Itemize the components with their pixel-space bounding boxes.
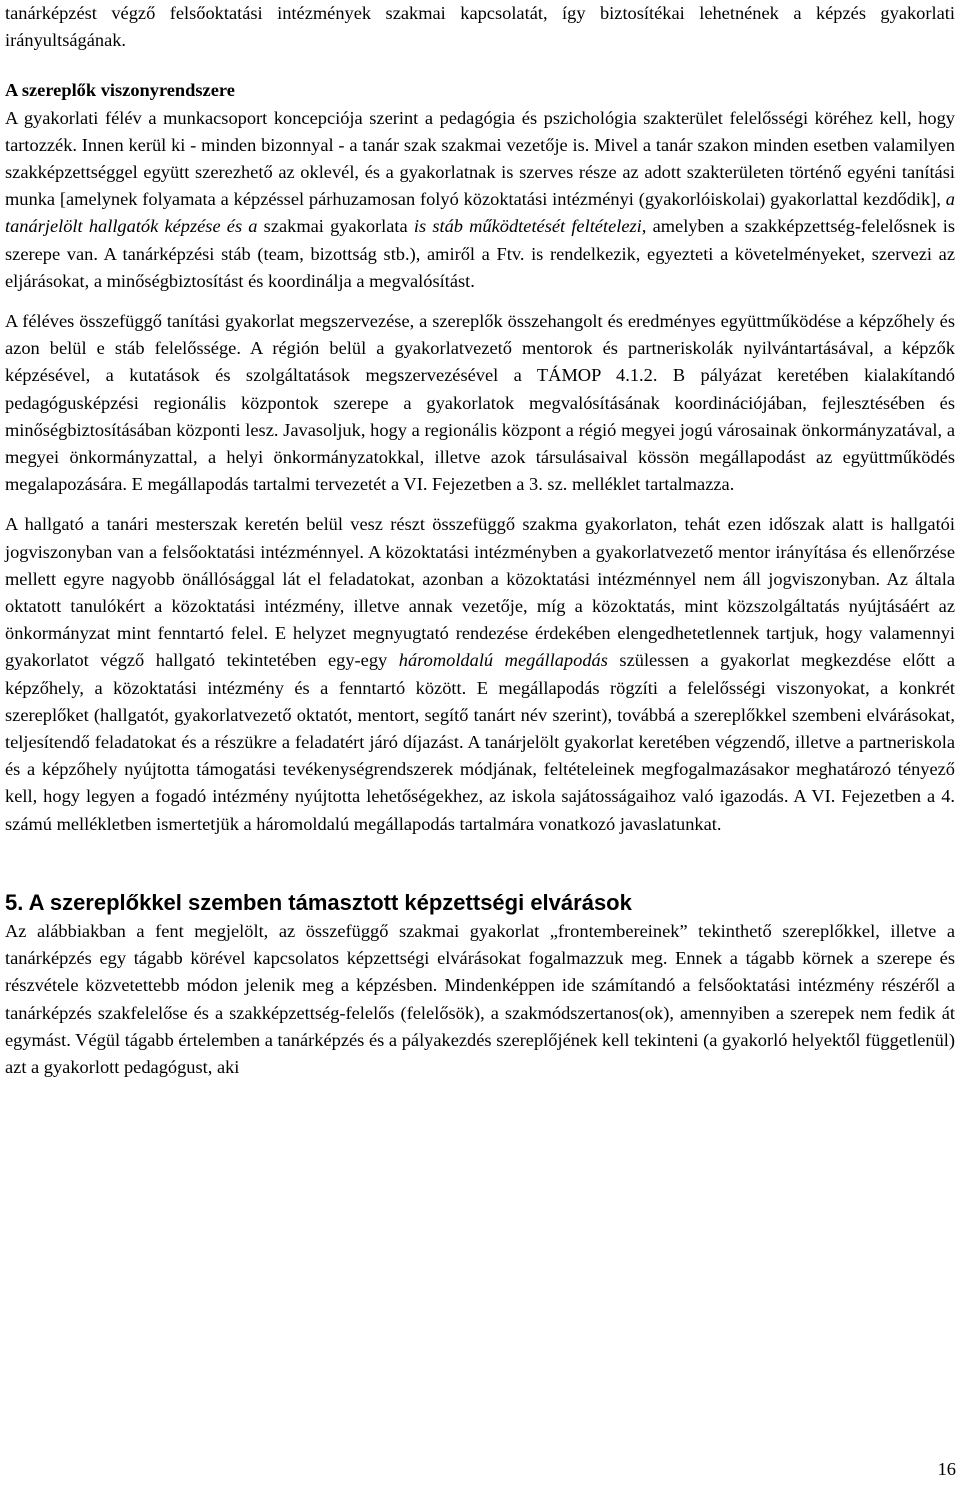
- document-page: [5, 0, 955, 1081]
- paragraph-text: , amelyben a szakképzettség-felelősnek is szerepe van. A tanárképzési stáb (team, bizottság stb.), amiről a Ftv. is rendelkezik, egyezteti a követelményeket, szervezi az eljárásokat, a minőségbiztosítást és koordinálja a megvalósítást.: [5, 216, 955, 291]
- chapter-heading: 5. A szereplőkkel szemben támasztott képzettségi elvárások: [5, 889, 632, 915]
- page-number: 16: [937, 1459, 956, 1479]
- paragraph-cooperation: A féléves összefüggő tanítási gyakorlat megszervezése, a szereplők összehangolt és eredményes együttműködése a képzőhely és azon belül e stáb felelőssége. A régión belül a gyakorlatvezető mentorok és partneriskolák nyilvántartásával, a képzők képzésével, a kutatások és szolgáltatások megszervezésével a TÁMOP 4.1.2. B pályázat keretében kialakítandó pedagógusképzési regionális központok szerepe a gyakorlatok megvalósításának koordinációjában, fejlesztésében és minőségbiztosításában központi lesz. Javasoljuk, hogy a regionális központ a régió megyei jogú városainak önkormányzatával, a megyei önkormányzattal, a helyi önkormányzatokkal, illetve azok társulásaival kössön megállapodást az együttműködés megalapozására. E megállapodás tartalmi tervezetét a VI. Fejezetben a 3. sz. melléklet tartalmazza.: [5, 311, 955, 495]
- italic-emphasis: háromoldalú megállapodás: [398, 650, 608, 671]
- paragraph-student-status: [5, 511, 955, 837]
- paragraph-text: szülessen a gyakorlat megkezdése előtt a képzőhely, a közoktatási intézmény és a fenntartó között. E megállapodás rögzíti a felelősségi viszonyokat, a konkrét szereplőket (hallgatót, gyakorlatvezető oktatót, mentort, segítő tanárt név szerint), továbbá a szereplőkkel szembeni elvárásokat, teljesítendő feladatokat és a részükre a feladatért járó díjazást. A tanárjelölt gyakorlat keretében végzendő, illetve a partneriskola és a képzőhely nyújtotta támogatási tevékenységrendszerek módjának, feltételeinek megfogalmazásakor meghatározó tényező kell, hogy legyen a fogadó intézmény nyújtotta lehetőségekhez, az iskola sajátosságaihoz való igazodás. A VI. Fejezetben a 4. számú mellékletben ismertetjük a háromoldalú megállapodás tartalmára vonatkozó javaslatunkat.: [5, 650, 955, 834]
- paragraph-intro: tanárképzést végző felsőoktatási intézmények szakmai kapcsolatát, így biztosítékai lehetnének a képzés gyakorlati irányultságának.: [5, 3, 955, 51]
- paragraph-text: A hallgató a tanári mesterszak keretén belül vesz részt összefüggő szakma gyakorlaton, tehát ezen időszak alatt is hallgatói jogviszonyban van a felsőoktatási intézménnyel. A közoktatási intézményben a gyakorlatvezető mentor irányítása és ellenőrzése mellett egyre nagyobb önállósággal lát el feladatokat, azonban a közoktatási intézménnyel nem áll jogviszonyban. Az általa oktatott tanulókért a közoktatási intézmény, illetve annak vezetője, míg a közoktatás, mint közszolgáltatás nyújtásáért az önkormányzat mint fenntartó felel. E helyzet megnyugtató rendezése érdekében elengedhetetlennek tartjuk, hogy valamennyi gyakorlatot végző hallgató tekintetében egy-egy: [5, 514, 955, 671]
- paragraph-text: A gyakorlati félév a munkacsoport koncepciója szerint a pedagógia és pszichológia szakterület felelősségi köréhez kell, hogy tartozzék. Innen kerül ki - minden bizonnyal - a tanár szak szakmai vezetője is. Mivel a tanár szakon minden esetben valamilyen szakképzettséggel együtt szerezhető az oklevél, és a gyakorlatnak is szerves része az adott szakterületen történő egyéni tanítási munka [amelynek folyamata a képzéssel párhuzamosan folyó közoktatási intézményi (gyakorlóiskolai) gyakorlattal kezdődik],: [5, 107, 955, 210]
- paragraph-text: szakmai gyakorlata: [257, 216, 414, 237]
- paragraph-stakeholders: [5, 105, 955, 295]
- paragraph-expectations: Az alábbiakban a fent megjelölt, az összefüggő szakmai gyakorlat „frontembereinek” tekinthető szereplőkkel, illetve a tanárképzés egy tágabb körével kapcsolatos képzettségi elvárásokat fogalmazzuk meg. Ennek a tágabb körnek a szerepe és részvétele közvetettebb módon jelenik meg a képzésben. Mindenképpen ide számítandó a felsőoktatási intézmény részéről a tanárképzés szakfelelőse és a szakképzettség-felelős (felelősök), a szakmódszertanos(ok), amennyiben a szerepek nem fedik át egymást. Végül tágabb értelemben a tanárképzés és a pályakezdés szereplőjének kell tekinteni (a gyakorló helyektől függetlenül) azt a gyakorlott pedagógust, aki: [5, 920, 955, 1077]
- italic-emphasis: is stáb működtetését feltételezi: [413, 216, 642, 237]
- section-heading: A szereplők viszonyrendszere: [5, 80, 235, 101]
- italic-emphasis: a tanárjelölt hallgatók képzése és a: [5, 189, 955, 237]
